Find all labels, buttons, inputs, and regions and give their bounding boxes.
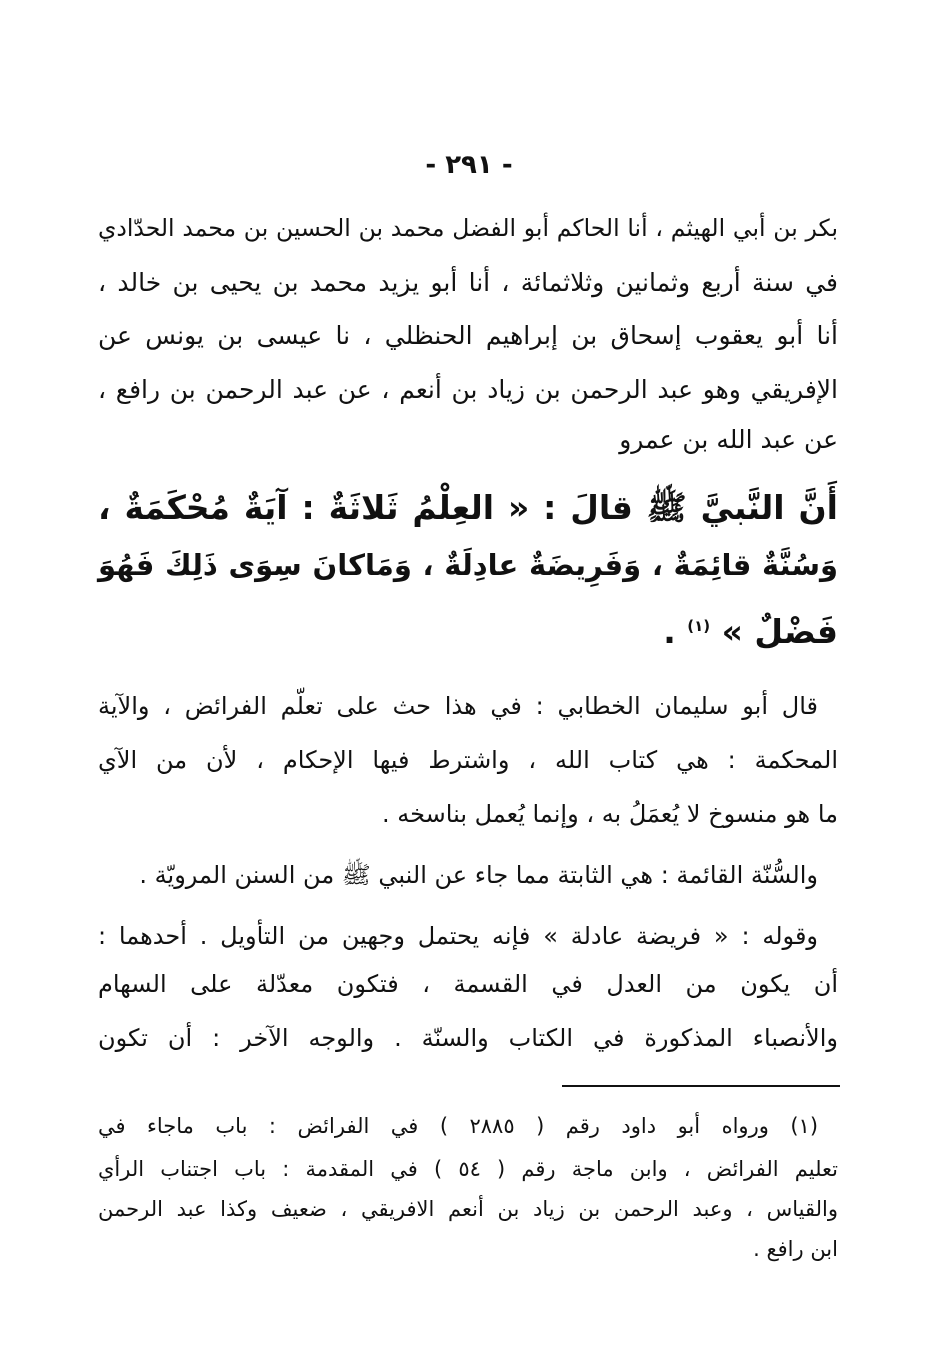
isnad-line-4: الإفريقي وهو عبد الرحمن بن زياد بن أنعم ، عن عبد الرحمن بن رافع ، (98, 375, 838, 404)
hadith-text-end: فَضْلٌ » (721, 612, 838, 651)
hadith-line-1: أَنَّ النَّبيَّ ﷺ قالَ : « العِلْمُ ثَلاثَةٌ : آيَةٌ مُحْكَمَةٌ ، (98, 488, 838, 527)
isnad-line-2: في سنة أربع وثمانين وثلاثمائة ، أنا أبو يزيد محمد بن يحيى بن خالد ، (98, 268, 838, 297)
isnad-line-1: بكر بن أبي الهيثم ، أنا الحاكم أبو الفضل محمد بن الحسين بن محمد الحدّادي (98, 214, 838, 242)
hadith-period: . (663, 612, 676, 651)
footnote-line-2: تعليم الفرائض ، وابن ماجة رقم ( ٥٤ ) في المقدمة : باب اجتناب الرأي (98, 1157, 838, 1181)
footnote-line-4: ابن رافع . (753, 1237, 838, 1261)
hadith-line-3 (98, 612, 838, 651)
isnad-line-3: أنا أبو يعقوب إسحاق بن إبراهيم الحنظلي ، نا عيسى بن يونس عن (98, 321, 838, 350)
commentary-faridah-line-1: وقوله : « فريضة عادلة » فإنه يحتمل وجهين من التأويل . أحدهما : (98, 922, 818, 950)
commentary-line-1: قال أبو سليمان الخطابي : في هذا حث على تعلّم الفرائض ، والآية (98, 692, 818, 720)
isnad-line-5: عن عبد الله بن عمرو (619, 425, 838, 454)
commentary-line-3: ما هو منسوخ لا يُعمَلُ به ، وإنما يُعمل بناسخه . (382, 800, 838, 828)
footnote-line-1: (١) ورواه أبو داود رقم ( ٢٨٨٥ ) في الفرائض : باب ماجاء في (98, 1114, 819, 1138)
commentary-line-2: المحكمة : هي كتاب الله ، واشترط فيها الإحكام ، لأن من الآي (98, 746, 838, 774)
footnote-line-3: والقياس ، وعبد الرحمن بن زياد بن أنعم الافريقي ، ضعيف وكذا عبد الرحمن (98, 1197, 838, 1221)
hadith-line-2: وَسُنَّةٌ قائِمَةٌ ، وَفَرِيضَةٌ عادِلَةٌ ، وَمَاكانَ سِوَى ذَلِكَ فَهُوَ (98, 548, 838, 582)
page-number: - ٢٩١ - (425, 150, 513, 180)
commentary-faridah-line-2: أن يكون من العدل في القسمة ، فتكون معدّلة على السهام (98, 970, 838, 998)
commentary-faridah-line-3: والأنصباء المذكورة في الكتاب والسنّة . والوجه الآخر : أن تكون (98, 1024, 838, 1052)
commentary-sunnah-line: والسُّنّة القائمة : هي الثابتة مما جاء عن النبي ﷺ من السنن المرويّة . (139, 861, 818, 889)
footnote-divider (562, 1085, 840, 1087)
footnote-reference: (١) (687, 617, 711, 635)
